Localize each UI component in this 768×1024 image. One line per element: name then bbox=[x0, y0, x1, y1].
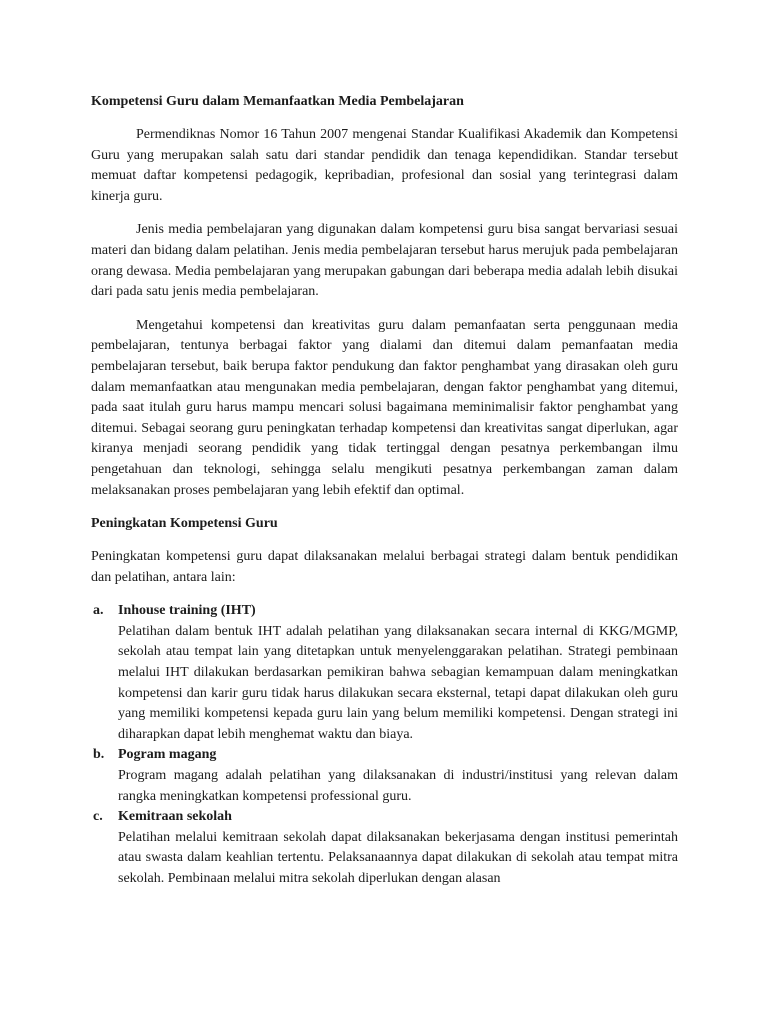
paragraph-1: Permendiknas Nomor 16 Tahun 2007 mengenai Standar Kualifikasi Akademik dan Kompetensi Guru yang merupakan salah satu dari standar pendidik dan tenaga kependidikan. Standar tersebut memuat daftar kompetensi pedagogik, kepribadian, profesional dan sosial yang terintegrasi dalam kinerja guru. bbox=[91, 127, 678, 204]
list-item bbox=[91, 745, 678, 807]
list-item-title: Kemitraan sekolah bbox=[118, 809, 232, 825]
list-item-body: Pelatihan dalam bentuk IHT adalah pelatihan yang dilaksanakan secara internal di KKG/MGMP, sekolah atau tempat lain yang ditetapkan untuk menyelenggarakan pelatihan. Strategi pembinaan melalui IHT dilakukan berdasarkan pemikiran bahwa sebagian kemampuan dalam meningkatkan kompetensi dan karir guru tidak harus dilakukan secara eksternal, tetapi dapat dilakukan oleh guru yang memiliki kompetensi kepada guru lain yang belum memiliki kompetensi. Dengan strategi ini diharapkan dapat lebih menghemat waktu dan biaya. bbox=[118, 623, 678, 742]
list-marker: b. bbox=[93, 747, 105, 763]
list-marker: c. bbox=[93, 809, 103, 825]
list-marker: a. bbox=[93, 603, 104, 619]
paragraph-2: Jenis media pembelajaran yang digunakan dalam kompetensi guru bisa sangat bervariasi sesuai materi dan bidang dalam pelatihan. Jenis media pembelajaran tersebut harus merujuk pada pembelajaran orang dewasa. Media pembelajaran yang merupakan gabungan dari beberapa media adalah lebih disukai dari pada satu jenis media pembelajaran. bbox=[91, 222, 678, 300]
paragraph-3: Mengetahui kompetensi dan kreativitas guru dalam pemanfaatan serta penggunaan media pembelajaran, tentunya berbagai faktor yang dialami dan ditemui dalam pemanfaatan media pembelajaran tersebut, baik berupa faktor pendukung dan faktor penghambat yang dirasakan oleh guru dalam memanfaatkan atau mengunakan media pembelajaran, dengan faktor penghambat yang ditemui, pada saat itulah guru harus mampu mencari solusi bagaimana meminimalisir faktor penghambat yang ditemui. Sebagai seorang guru peningkatan terhadap kompetensi dan kreativitas sangat diperlukan, agar kiranya menjadi seorang pendidik yang tidak tertinggal dengan pesatnya perkembangan ilmu pengetahuan dan teknologi, sehingga selalu mengikuti pesatnya perkembangan zaman dalam melaksanakan proses pembelajaran yang lebih efektif dan optimal. bbox=[91, 317, 678, 498]
section-intro: Peningkatan kompetensi guru dapat dilaksanakan melalui berbagai strategi dalam bentuk pendidikan dan pelatihan, antara lain: bbox=[91, 549, 678, 585]
section-title: Peningkatan Kompetensi Guru bbox=[91, 516, 278, 532]
document-title: Kompetensi Guru dalam Memanfaatkan Media Pembelajaran bbox=[91, 94, 464, 109]
list-item-body: Program magang adalah pelatihan yang dilaksanakan di industri/institusi yang relevan dalam rangka meningkatkan kompetensi professional guru. bbox=[118, 768, 678, 804]
list-item bbox=[91, 807, 678, 889]
list-item-title: Pogram magang bbox=[118, 747, 217, 763]
strategy-list bbox=[91, 601, 678, 889]
list-item bbox=[91, 601, 678, 745]
list-item-body: Pelatihan melalui kemitraan sekolah dapat dilaksanakan bekerjasama dengan institusi pemerintah atau swasta dalam keahlian tertentu. Pelaksanaannya dapat dilakukan di sekolah atau tempat mitra sekolah. Pembinaan melalui mitra sekolah diperlukan dengan alasan bbox=[118, 829, 678, 886]
list-item-title: Inhouse training (IHT) bbox=[118, 603, 256, 619]
